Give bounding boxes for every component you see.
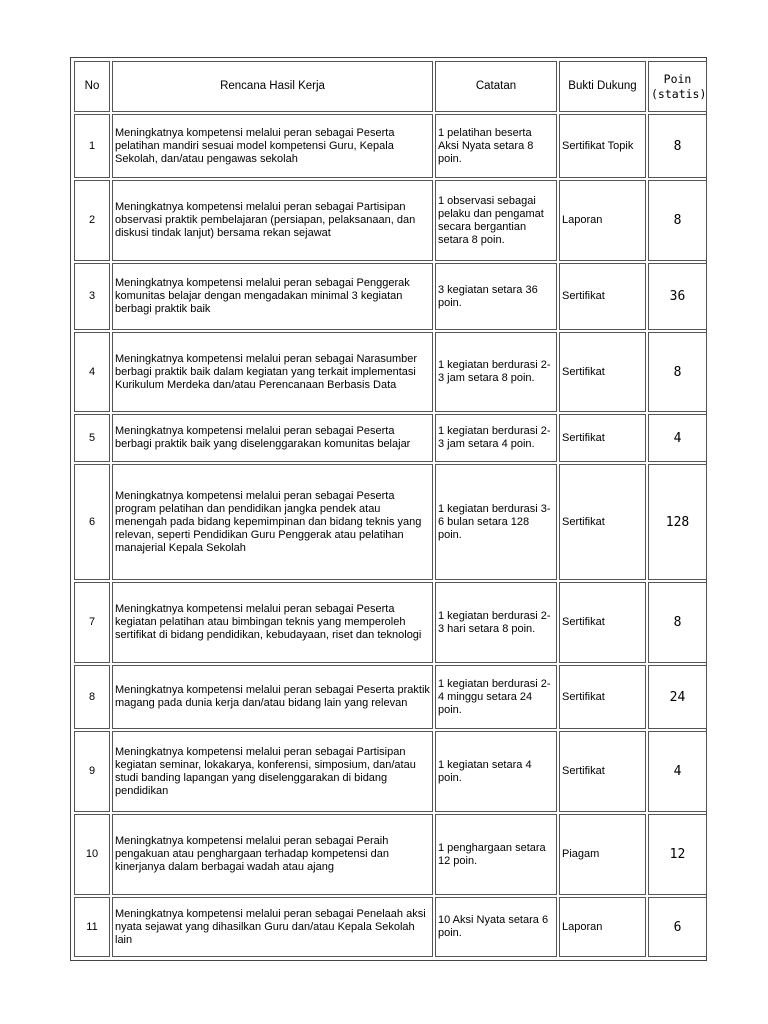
catatan-cell: 1 kegiatan setara 4 poin. — [435, 731, 557, 812]
table-row — [74, 814, 707, 895]
poin-cell: 128 — [648, 464, 707, 580]
poin-cell: 8 — [648, 582, 707, 663]
poin-cell: 6 — [648, 897, 707, 957]
header-rencana-hasil-kerja: Rencana Hasil Kerja — [112, 61, 433, 112]
row-number: 3 — [74, 263, 110, 330]
poin-cell: 8 — [648, 332, 707, 412]
rencana-hasil-kerja-cell: Meningkatnya kompetensi melalui peran sebagai Peraih pengakuan atau penghargaan terhadap kompetensi dan kinerjanya dalam berbagai wadah atau ajang — [112, 814, 433, 895]
catatan-cell: 1 kegiatan berdurasi 2-3 jam setara 8 poin. — [435, 332, 557, 412]
catatan-cell: 1 penghargaan setara 12 poin. — [435, 814, 557, 895]
table-row — [74, 414, 707, 462]
bukti-dukung-cell: Piagam — [559, 814, 646, 895]
header-poin: Poin (statis) — [648, 61, 707, 112]
catatan-cell: 1 observasi sebagai pelaku dan pengamat secara bergantian setara 8 poin. — [435, 180, 557, 261]
catatan-cell: 1 kegiatan berdurasi 2-3 hari setara 8 poin. — [435, 582, 557, 663]
rencana-hasil-kerja-cell: Meningkatnya kompetensi melalui peran sebagai Narasumber berbagi praktik baik dalam kegiatan yang terkait implementasi Kurikulum Merdeka dan/atau Perencanaan Berbasis Data — [112, 332, 433, 412]
bukti-dukung-cell: Sertifikat — [559, 731, 646, 812]
poin-cell: 36 — [648, 263, 707, 330]
table-row — [74, 582, 707, 663]
bukti-dukung-cell: Laporan — [559, 897, 646, 957]
rencana-hasil-kerja-cell: Meningkatnya kompetensi melalui peran sebagai Penelaah aksi nyata sejawat yang dihasilkan Guru dan/atau Kepala Sekolah lain — [112, 897, 433, 957]
row-number: 1 — [74, 114, 110, 178]
rencana-hasil-kerja-cell: Meningkatnya kompetensi melalui peran sebagai Peserta program pelatihan dan pendidikan jangka pendek atau menengah pada bidang kepemimpinan dan bidang teknis yang relevan, seperti Pendidikan Guru Penggerak atau pelatihan manajerial Kepala Sekolah — [112, 464, 433, 580]
bukti-dukung-cell: Sertifikat — [559, 464, 646, 580]
row-number: 8 — [74, 665, 110, 729]
row-number: 11 — [74, 897, 110, 957]
table-row — [74, 731, 707, 812]
rencana-hasil-kerja-cell: Meningkatnya kompetensi melalui peran sebagai Peserta berbagi praktik baik yang diselenggarakan komunitas belajar — [112, 414, 433, 462]
bukti-dukung-cell: Sertifikat — [559, 332, 646, 412]
poin-cell: 24 — [648, 665, 707, 729]
catatan-cell: 1 kegiatan berdurasi 2-4 minggu setara 24 poin. — [435, 665, 557, 729]
rencana-hasil-kerja-cell: Meningkatnya kompetensi melalui peran sebagai Partisipan kegiatan seminar, lokakarya, konferensi, simposium, dan/atau studi banding lapangan yang diselenggarakan di bidang pendidikan — [112, 731, 433, 812]
rencana-hasil-kerja-cell: Meningkatnya kompetensi melalui peran sebagai Partisipan observasi praktik pembelajaran (persiapan, pelaksanaan, dan diskusi tindak lanjut) bersama rekan sejawat — [112, 180, 433, 261]
table-row — [74, 114, 707, 178]
catatan-cell: 1 pelatihan beserta Aksi Nyata setara 8 poin. — [435, 114, 557, 178]
row-number: 9 — [74, 731, 110, 812]
catatan-cell: 10 Aksi Nyata setara 6 poin. — [435, 897, 557, 957]
rencana-hasil-kerja-cell: Meningkatnya kompetensi melalui peran sebagai Penggerak komunitas belajar dengan mengadakan minimal 3 kegiatan berbagi praktik baik — [112, 263, 433, 330]
table-row — [74, 665, 707, 729]
row-number: 5 — [74, 414, 110, 462]
rencana-hasil-kerja-cell: Meningkatnya kompetensi melalui peran sebagai Peserta praktik magang pada dunia kerja dan/atau bidang lain yang relevan — [112, 665, 433, 729]
rencana-hasil-kerja-table — [72, 59, 709, 959]
table-row — [74, 263, 707, 330]
table-row — [74, 897, 707, 957]
table-row — [74, 464, 707, 580]
poin-cell: 8 — [648, 180, 707, 261]
document-table-frame — [70, 57, 707, 961]
bukti-dukung-cell: Sertifikat — [559, 414, 646, 462]
poin-cell: 4 — [648, 731, 707, 812]
bukti-dukung-cell: Laporan — [559, 180, 646, 261]
poin-cell: 8 — [648, 114, 707, 178]
header-catatan: Catatan — [435, 61, 557, 112]
rencana-hasil-kerja-cell: Meningkatnya kompetensi melalui peran sebagai Peserta kegiatan pelatihan atau bimbingan teknis yang memperoleh sertifikat di bidang pendidikan, kebudayaan, riset dan teknologi — [112, 582, 433, 663]
row-number: 10 — [74, 814, 110, 895]
poin-cell: 4 — [648, 414, 707, 462]
rencana-hasil-kerja-cell: Meningkatnya kompetensi melalui peran sebagai Peserta pelatihan mandiri sesuai model kompetensi Guru, Kepala Sekolah, dan/atau pengawas sekolah — [112, 114, 433, 178]
row-number: 7 — [74, 582, 110, 663]
bukti-dukung-cell: Sertifikat — [559, 582, 646, 663]
catatan-cell: 1 kegiatan berdurasi 3-6 bulan setara 128 poin. — [435, 464, 557, 580]
catatan-cell: 1 kegiatan berdurasi 2-3 jam setara 4 poin. — [435, 414, 557, 462]
catatan-cell: 3 kegiatan setara 36 poin. — [435, 263, 557, 330]
bukti-dukung-cell: Sertifikat Topik — [559, 114, 646, 178]
row-number: 6 — [74, 464, 110, 580]
table-header-row — [74, 61, 707, 112]
header-no: No — [74, 61, 110, 112]
poin-cell: 12 — [648, 814, 707, 895]
header-bukti-dukung: Bukti Dukung — [559, 61, 646, 112]
row-number: 2 — [74, 180, 110, 261]
row-number: 4 — [74, 332, 110, 412]
table-row — [74, 332, 707, 412]
bukti-dukung-cell: Sertifikat — [559, 665, 646, 729]
table-row — [74, 180, 707, 261]
bukti-dukung-cell: Sertifikat — [559, 263, 646, 330]
